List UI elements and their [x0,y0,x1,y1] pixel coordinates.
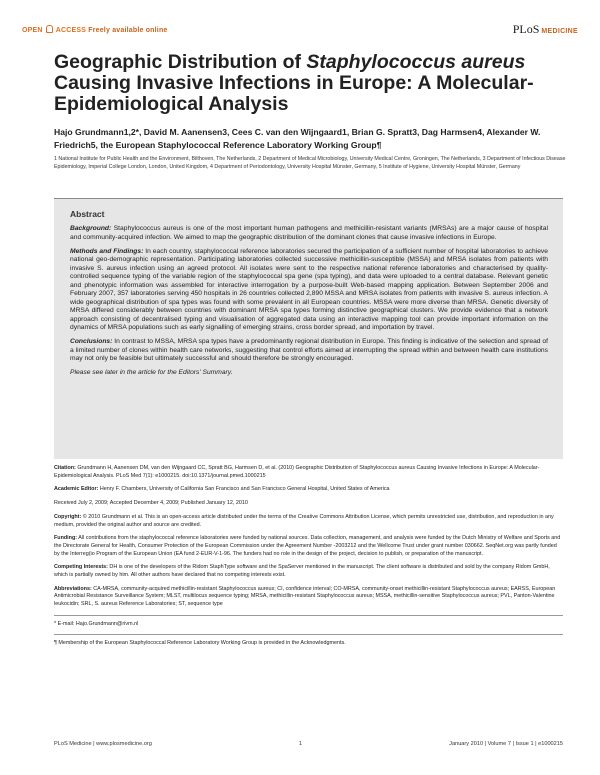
title-italic: Staphylococcus aureus [306,51,526,73]
footer-journal: PLoS Medicine | www.plosmedicine.org [54,741,152,747]
abstract-conclusions [70,338,548,364]
competing-text: DH is one of the developers of the Ridom StaphType software and the SpaServer mentioned in the manuscript. The client software is distributed and sold by the company Ridom GmbH, which is partially owned by him. All other authors have declared that no competing interests exist. [54,564,550,578]
citation [54,465,563,480]
competing-label: Competing Interests: [54,564,108,571]
citation-label: Citation: [54,465,76,471]
funding-label: Funding: [54,535,78,542]
conclusions-label: Conclusions: [70,338,113,346]
footer-page-number: 1 [299,741,303,747]
abstract-heading: Abstract [70,209,105,219]
competing-interests [54,564,563,579]
summary-note [70,369,548,378]
freely-available-text: Freely available online [88,27,168,34]
abstract-box [54,198,563,459]
membership-text: ¶ Membership of the European Staphylococcal Reference Laboratory Working Group is provided in the Acknowledgments. [54,640,346,647]
funding-text: All contributions from the staphylococcal reference laboratories were funded by national sources. Data collection, management, and analysis were funded by the Dutch Ministry of Welfare and Sports and the Directorate General for Health, Consumer Protection of the European Commission under the Agreement Number -2003212 and the Wellcome Trust under grant number 030662. SeqNet.org was partly funded by the Interreg(io Program of the European Union (EA fund 2-EUR-V-1-96. The funders had no role in the design of the project, decision to publish, or preparation of the manuscript. [54,535,561,557]
plos-logo [513,22,578,37]
dates [54,500,563,508]
abstract-body [70,225,548,383]
divider [54,634,563,635]
title-part2: Causing Invasive Infections in Europe: A Molecular-Epidemiological Analysis [54,72,534,115]
background-label: Background: [70,225,112,232]
citation-text: Grundmann H, Aanensen DM, van den Wijngaard CC, Spratt BG, Harmsen D, et al. (2010) Geographic Distribution of Staphylococcus aureus Causing Invasive Infections in Europe: A Molecular-Epidemiological Analysis. PLoS Med 7(1): e1000215. doi:10.1371/journal.pmed.1000215 [54,465,540,479]
open-access-word: OPEN [22,27,43,34]
open-access-banner [22,25,168,34]
abbrev-text: CA-MRSA, community-acquired methicillin-resistant Staphylococcus aureus; CI, confidence interval; CO-MRSA, community-onset methicillin-resistant Staphylococcus aureus; EARSS, European Antimicrobial Resistance Surveillance System; MLST, multilocus sequence typing; MRSA, methicillin-resistant Staphylococcus aureus; MSSA, methicillin-sensitive Staphylococcus aureus; PVL, Panton-Valentine leukocidin; SRL, S. aureus Reference Laboratories; ST, sequence type [54,585,556,607]
academic-editor [54,486,563,494]
page-footer [54,741,563,751]
abstract-background [70,225,548,242]
email-text: * E-mail: Hajo.Grundmann@rivm.nl [54,620,139,627]
affiliations: 1 National Institute for Public Health and the Environment, Bilthoven, The Netherlands, 2 Department of Medical Microbiology, University Medical Centre, Groningen, The Netherlands, 3 Department of Infectious Disease Epidemiology, Imperial College London, London, United Kingdom, 4 Department of Periodontology, University Hospital Münster, Germany, 5 Institute of Hygiene, University Hospital Münster, Germany [54,156,566,171]
article-metadata [54,465,563,654]
divider [54,615,563,616]
conclusions-text: In contrast to MSSA, MRSA spa types have a predominantly regional distribution in Europe. This finding is indicative of the selection and spread of a limited number of clones within health care networks, suggesting that control efforts aimed at interrupting the spread within and between health care institutions may not only be feasible but ultimately successful and should therefore be strongly encouraged. [70,338,548,363]
editor-label: Academic Editor: [54,486,99,493]
copyright-text: © 2010 Grundmann et al. This is an open-access article distributed under the terms of the Creative Commons Attribution License, which permits unrestricted use, distribution, and reproduction in any medium, provided the original author and source are credited. [54,513,554,528]
open-lock-icon [46,25,53,33]
abbreviations [54,586,563,609]
summary-note-text: Please see later in the article for the Editors' Summary. [70,369,233,377]
copyright-label: Copyright: [54,513,82,520]
methods-text: In each country, staphylococcal reference laboratories secured the participation of a sufficient number of hospital laboratories to achieve national geo-demographic representation. Participating laboratories collected successive methicillin-susceptible (MSSA) and MRSA isolates from patients with invasive S. aureus infection using an agreed protocol. All isolates were sent to the respective national reference laboratories and characterised by quality-controlled sequence typing of the variable region of the staphylococcal spa gene (spa typing), and data were uploaded to a central database. Relevant genetic and phenotypic information was assembled for interactive interrogation by a purpose-built Web-based mapping application. Between September 2006 and February 2007, 357 laboratories serving 450 hospitals in 26 countries collected 2,890 MSSA and MRSA isolates from patients with invasive S. aureus infection. A wide geographical distribution of spa types was found with some prevalent in all European countries. MSSA were more diverse than MRSA. Genetic diversity of MRSA differed considerably between countries with dominant MRSA spa types forming distinctive geographical clusters. We provide evidence that a network approach consisting of decentralised typing and visualisation of aggregated data using an interactive mapping tool can provide important information on the dynamics of MRSA populations such as early signalling of emerging strains, cross border spread, and importation by travel. [70,247,548,332]
funding [54,535,563,558]
footer-issue: January 2010 | Volume 7 | Issue 1 | e1000215 [449,741,563,747]
dates-text: Received July 2, 2009; Accepted December 4, 2009; Published January 12, 2010 [54,500,248,507]
article-title [54,52,564,115]
editor-text: Henry F. Chambers, University of California San Francisco and San Francisco General Hospital, United States of America [98,486,390,493]
email [54,621,563,629]
access-word: ACCESS [55,27,87,34]
membership-note [54,640,563,648]
copyright [54,514,563,529]
plos-logo-text: PLoS [512,22,540,36]
abstract-methods [70,248,548,333]
author-list: Hajo Grundmann1,2*, David M. Aanensen3, Cees C. van den Wijngaard1, Brian G. Spratt3, Dag Harmsen4, Alexander W. Friedrich5, the European Staphylococcal Reference Laboratory Working Group¶ [54,127,541,150]
journal-header [22,22,578,38]
title-part1: Geographic Distribution of [54,51,307,73]
plos-logo-sub: MEDICINE [541,28,578,35]
background-text: Staphylococcus aureus is one of the most important human pathogens and methicillin-resistant variants (MRSAs) are a major cause of hospital and community-acquired infection. We aimed to map the geographic distribution of the dominant clones that cause invasive infections in Europe. [70,225,548,241]
methods-label: Methods and Findings: [70,247,144,255]
abbrev-label: Abbreviations: [54,585,92,592]
